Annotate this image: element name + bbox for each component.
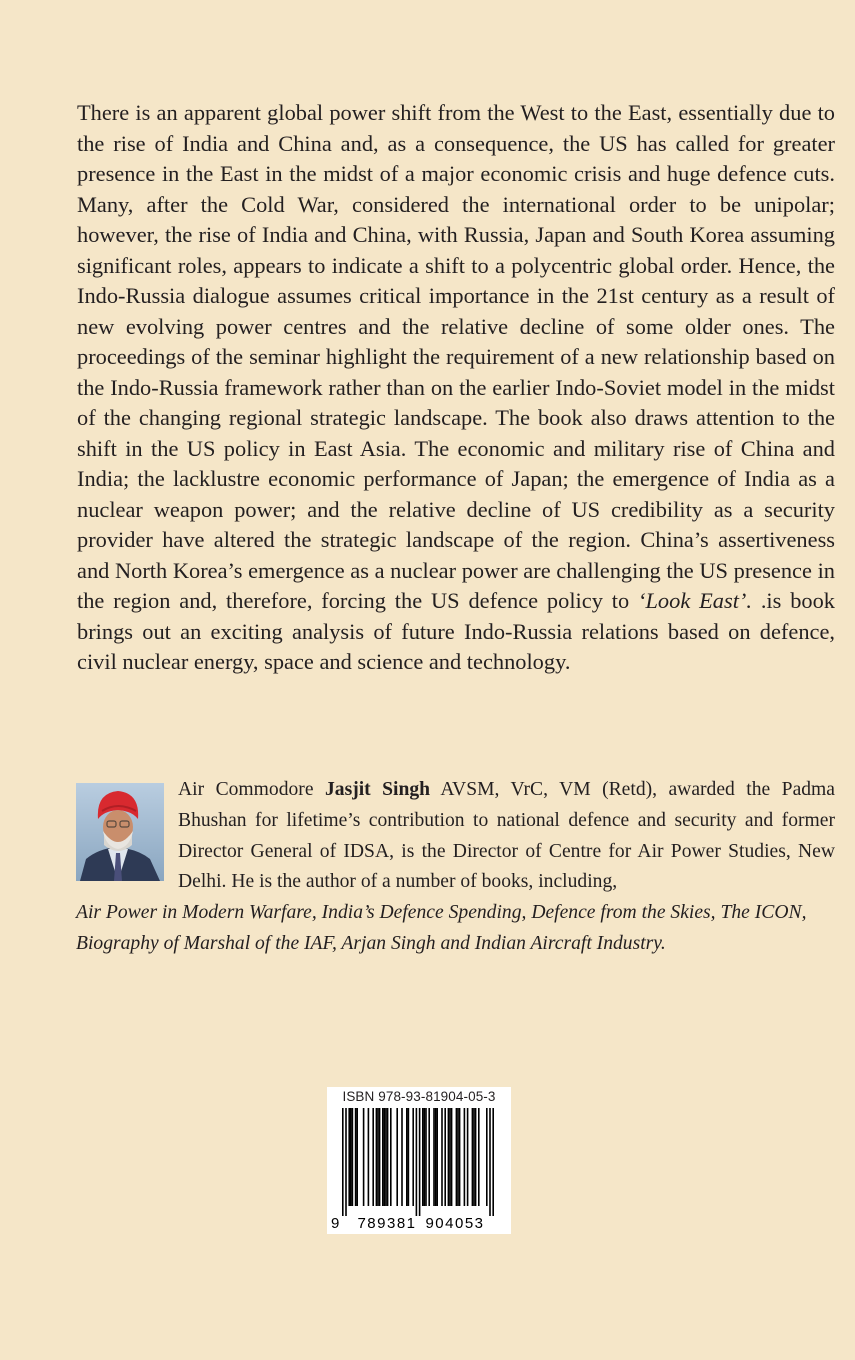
barcode-bar — [441, 1108, 443, 1206]
barcode-bar — [401, 1108, 403, 1206]
barcode-bar — [433, 1108, 435, 1206]
barcode-bar — [390, 1108, 392, 1206]
barcode-bar — [379, 1108, 381, 1206]
author-name: Jasjit Singh — [324, 779, 431, 800]
barcode-bar — [425, 1108, 427, 1206]
barcode-bar — [416, 1108, 418, 1216]
barcode-bar — [478, 1108, 480, 1206]
barcode-bar — [444, 1108, 446, 1206]
barcode-bar — [352, 1108, 354, 1206]
barcode-bar — [422, 1108, 424, 1206]
barcode-bar — [387, 1108, 389, 1206]
barcode-bar — [372, 1108, 374, 1206]
barcode-bar — [459, 1108, 461, 1206]
barcode-bar — [435, 1108, 437, 1206]
barcode-bar — [377, 1108, 379, 1206]
barcode-bar — [348, 1108, 350, 1206]
barcode-bar — [345, 1108, 347, 1216]
barcode-bar — [486, 1108, 488, 1206]
barcode-bar — [368, 1108, 370, 1206]
barcode-bar — [428, 1108, 430, 1206]
barcode-bar — [363, 1108, 365, 1206]
barcode-bar — [473, 1108, 475, 1206]
barcode-right-digits: 904053 — [425, 1215, 485, 1232]
barcode-bar — [424, 1108, 426, 1206]
barcode-bar — [451, 1108, 453, 1206]
barcode-bar — [419, 1108, 421, 1216]
barcode-bar — [457, 1108, 459, 1206]
barcode-bar — [489, 1108, 491, 1216]
author-prefix: Air Commodore — [178, 779, 325, 800]
barcode-bar — [456, 1108, 458, 1206]
barcode-bar — [396, 1108, 398, 1206]
author-bio — [76, 775, 835, 960]
isbn-label: ISBN 978-93-81904-05-3 — [342, 1089, 496, 1104]
isbn-barcode — [327, 1087, 511, 1234]
barcode-bar — [384, 1108, 386, 1206]
barcode-left-digits: 789381 — [357, 1215, 417, 1232]
barcode-bar — [376, 1108, 378, 1206]
barcode-bar — [408, 1108, 410, 1206]
barcode-bar — [448, 1108, 450, 1206]
blurb-look-east: ‘Look East’. — [638, 588, 752, 613]
barcode-bar — [355, 1108, 357, 1206]
barcode-bar — [464, 1108, 466, 1206]
blurb-text-1: There is an apparent global power shift from the West to the East, essentially due to the rise of India and China and, as a consequence, the US has called for greater presence in the East in the midst of a major economic crisis and huge defence cuts. Many, after the Cold War, considered the international order to be unipolar; however, the rise of India and China, with Russia, Japan and South Korea assuming significant roles, appears to indicate a shift to a polycentric global order. Hence, the Indo-Russia dialogue assumes critical importance in the 21st century as a result of new evolving power centres and the relative decline of some older ones. The proceedings of the seminar highlight the requirement of a new relationship based on the Indo-Russia framework rather than on the earlier Indo-Soviet model in the midst of the changing regional strategic landscape. The book also draws attention to the shift in the US policy in East Asia. The economic and military rise of China and India; the lacklustre economic performance of Japan; the emergence of India as a nuclear weapon power; and the relative decline of US credibility as a security provider have altered the strategic landscape of the region. China’s assertiveness and North Korea’s emergence as a nuclear power are challenging the US presence in the region and, therefore, forcing the US defence policy to — [77, 100, 835, 613]
barcode-bar — [406, 1108, 408, 1206]
barcode-bar — [382, 1108, 384, 1206]
barcode-bar — [436, 1108, 438, 1206]
author-books-list: Air Power in Modern Warfare, India’s Defence Spending, Defence from the Skies, The ICON, Biography of Marshal of the IAF, Arjan Singh and Indian Aircraft Industry. — [76, 902, 807, 954]
blurb-text-2: .is book brings out an exciting analysis of future Indo-Russia relations based on defence, civil nuclear energy, space and science and technology. — [77, 588, 835, 674]
barcode-bar — [467, 1108, 469, 1206]
blurb-paragraph — [77, 98, 835, 678]
barcode-bar — [356, 1108, 358, 1206]
barcode-graphic — [327, 1087, 511, 1234]
author-bio-text: AVSM, VrC, VM (Retd), awarded the Padma Bhushan for lifetime’s contribution to national defence and security and former Director General of IDSA, is the Director of Centre for Air Power Studies, New Delhi. He is the author of a number of books, including, — [178, 779, 835, 893]
barcode-bar — [350, 1108, 352, 1206]
barcode-bar — [342, 1108, 344, 1216]
barcode-bar — [475, 1108, 477, 1206]
author-photo — [76, 783, 164, 881]
barcode-bar — [412, 1108, 414, 1206]
barcode-bar — [385, 1108, 387, 1206]
barcode-first-digit: 9 — [331, 1215, 340, 1232]
barcode-bar — [449, 1108, 451, 1206]
barcode-bar — [492, 1108, 494, 1216]
barcode-bar — [472, 1108, 474, 1206]
